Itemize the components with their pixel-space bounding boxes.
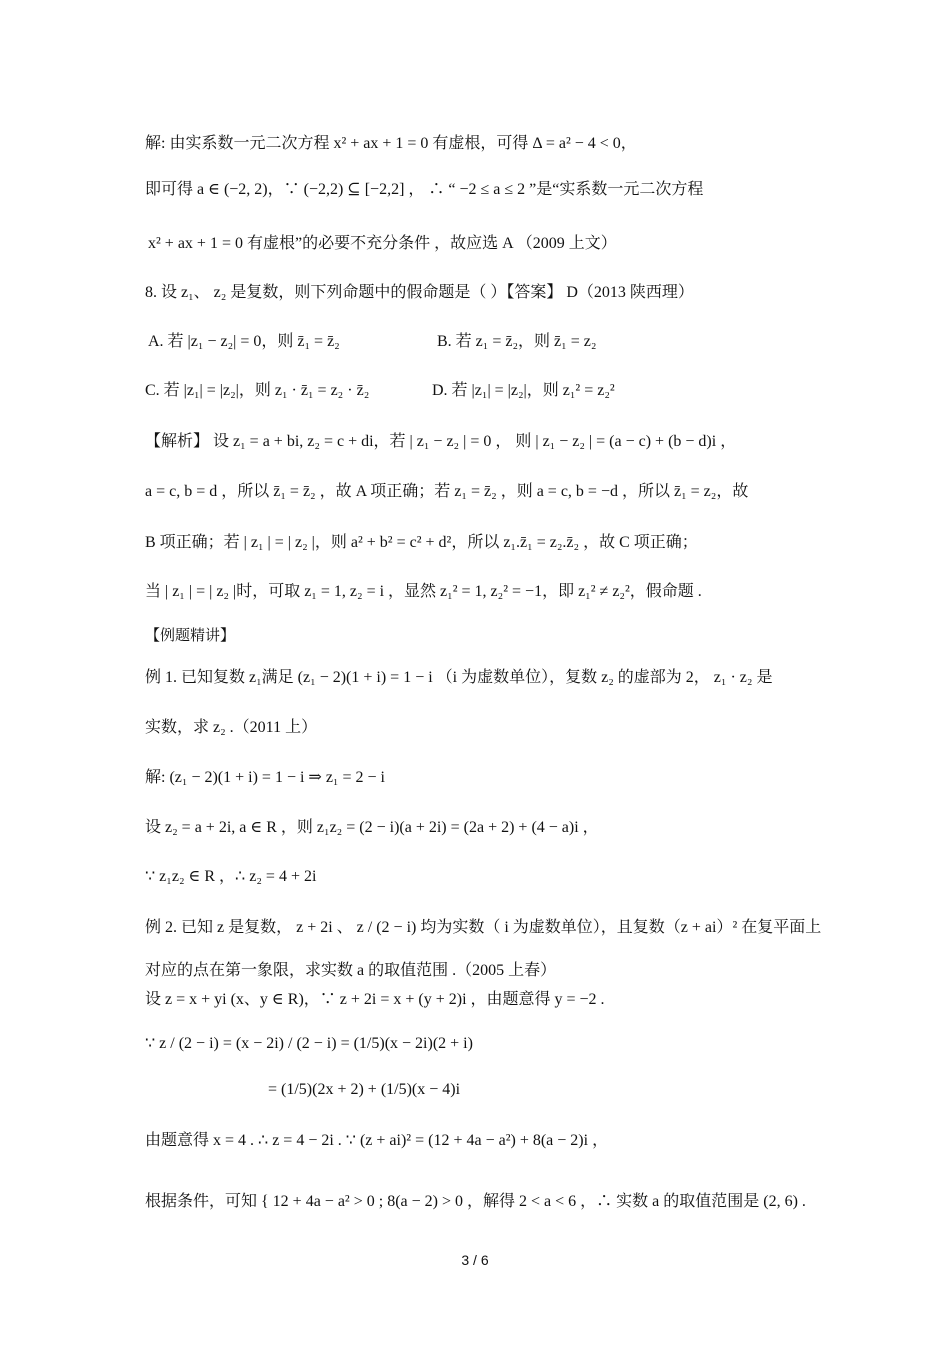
analysis-line-3: B 项正确；若 | z₁ | = | z₂ |，则 a² + b² = c² + d²，所以 z₁.z̄₁ = z₂.z̄₂ ，故 C 项正确； bbox=[145, 534, 698, 551]
option-d: D. 若 |z₁| = |z₂|，则 z₁² = z₂² bbox=[432, 382, 615, 399]
option-c: C. 若 |z₁| = |z₂|，则 z₁ · z̄₁ = z₂ · z̄₂ bbox=[145, 382, 370, 399]
example-1-solution-1: 解: (z₁ − 2)(1 + i) = 1 − i ⇒ z₁ = 2 − i bbox=[145, 769, 386, 786]
analysis-line-1: 【解析】 设 z₁ = a + bi, z₂ = c + di，若 | z₁ − z₂ | = 0 ， 则 | z₁ − z₂ | = (a − c) + (b − d)i ， bbox=[145, 433, 737, 450]
option-a: A. 若 |z₁ − z₂| = 0，则 z̄₁ = z̄₂ bbox=[148, 333, 340, 350]
solution-line-3: x² + ax + 1 = 0 有虚根”的必要不充分条件 ，故应选 A （2009 上文） bbox=[148, 235, 617, 252]
solution-line-2: 即可得 a ∈ (−2, 2)，∵ (−2,2) ⊆ [−2,2] ， ∴ “ −2 ≤ a ≤ 2 ”是“实系数一元二次方程 bbox=[145, 181, 704, 198]
section-heading: 【例题精讲】 bbox=[145, 626, 236, 644]
example-1-solution-2: 设 z₂ = a + 2i, a ∈ R ，则 z₁z₂ = (2 − i)(a + 2i) = (2a + 2) + (4 − a)i ， bbox=[145, 819, 599, 836]
example-2-line-2: 对应的点在第一象限，求实数 a 的取值范围 .（2005 上春） bbox=[145, 962, 557, 979]
example-1-line-2: 实数，求 z₂ .（2011 上） bbox=[145, 719, 318, 736]
example-1-solution-3: ∵ z₁z₂ ∈ R ，∴ z₂ = 4 + 2i bbox=[145, 868, 317, 885]
example-2-line-1: 例 2. 已知 z 是复数， z + 2i 、 z / (2 − i) 均为实数（ i 为虚数单位），且复数（z + ai）² 在复平面上 bbox=[145, 919, 822, 936]
analysis-line-4: 当 | z₁ | = | z₂ |时，可取 z₁ = 1, z₂ = i ，显然 z₁² = 1, z₂² = −1，即 z₁² ≠ z₂²，假命题 . bbox=[145, 583, 702, 600]
example-2-solution-3: = (1/5)(2x + 2) + (1/5)(x − 4)i bbox=[268, 1081, 461, 1098]
solution-line-1: 解: 由实系数一元二次方程 x² + ax + 1 = 0 有虚根，可得 Δ = a² − 4 < 0， bbox=[145, 135, 637, 152]
page-number: 3 / 6 bbox=[461, 1252, 489, 1268]
example-2-solution-1: 设 z = x + yi (x、y ∈ R)，∵ z + 2i = x + (y + 2)i ，由题意得 y = −2 . bbox=[145, 991, 605, 1008]
example-2-solution-4: 由题意得 x = 4 . ∴ z = 4 − 2i . ∵ (z + ai)² = (12 + 4a − a²) + 8(a − 2)i ， bbox=[145, 1132, 609, 1149]
example-1-line-1: 例 1. 已知复数 z₁满足 (z₁ − 2)(1 + i) = 1 − i （i 为虚数单位），复数 z₂ 的虚部为 2， z₁ · z₂ 是 bbox=[145, 669, 773, 686]
example-2-solution-2: ∵ z / (2 − i) = (x − 2i) / (2 − i) = (1/5)(x − 2i)(2 + i) bbox=[145, 1035, 473, 1052]
option-b: B. 若 z₁ = z̄₂，则 z̄₁ = z₂ bbox=[437, 333, 597, 350]
example-2-solution-5: 根据条件，可知 { 12 + 4a − a² > 0 ; 8(a − 2) > 0 ，解得 2 < a < 6 ，∴ 实数 a 的取值范围是 (2, 6) . bbox=[145, 1193, 806, 1210]
question-8: 8. 设 z₁、 z₂ 是复数，则下列命题中的假命题是（ ）【答案】 D（2013 陕西理） bbox=[145, 284, 694, 301]
analysis-line-2: a = c, b = d ，所以 z̄₁ = z̄₂ ，故 A 项正确；若 z₁ = z̄₂ ，则 a = c, b = −d ，所以 z̄₁ = z₂，故 bbox=[145, 483, 749, 500]
